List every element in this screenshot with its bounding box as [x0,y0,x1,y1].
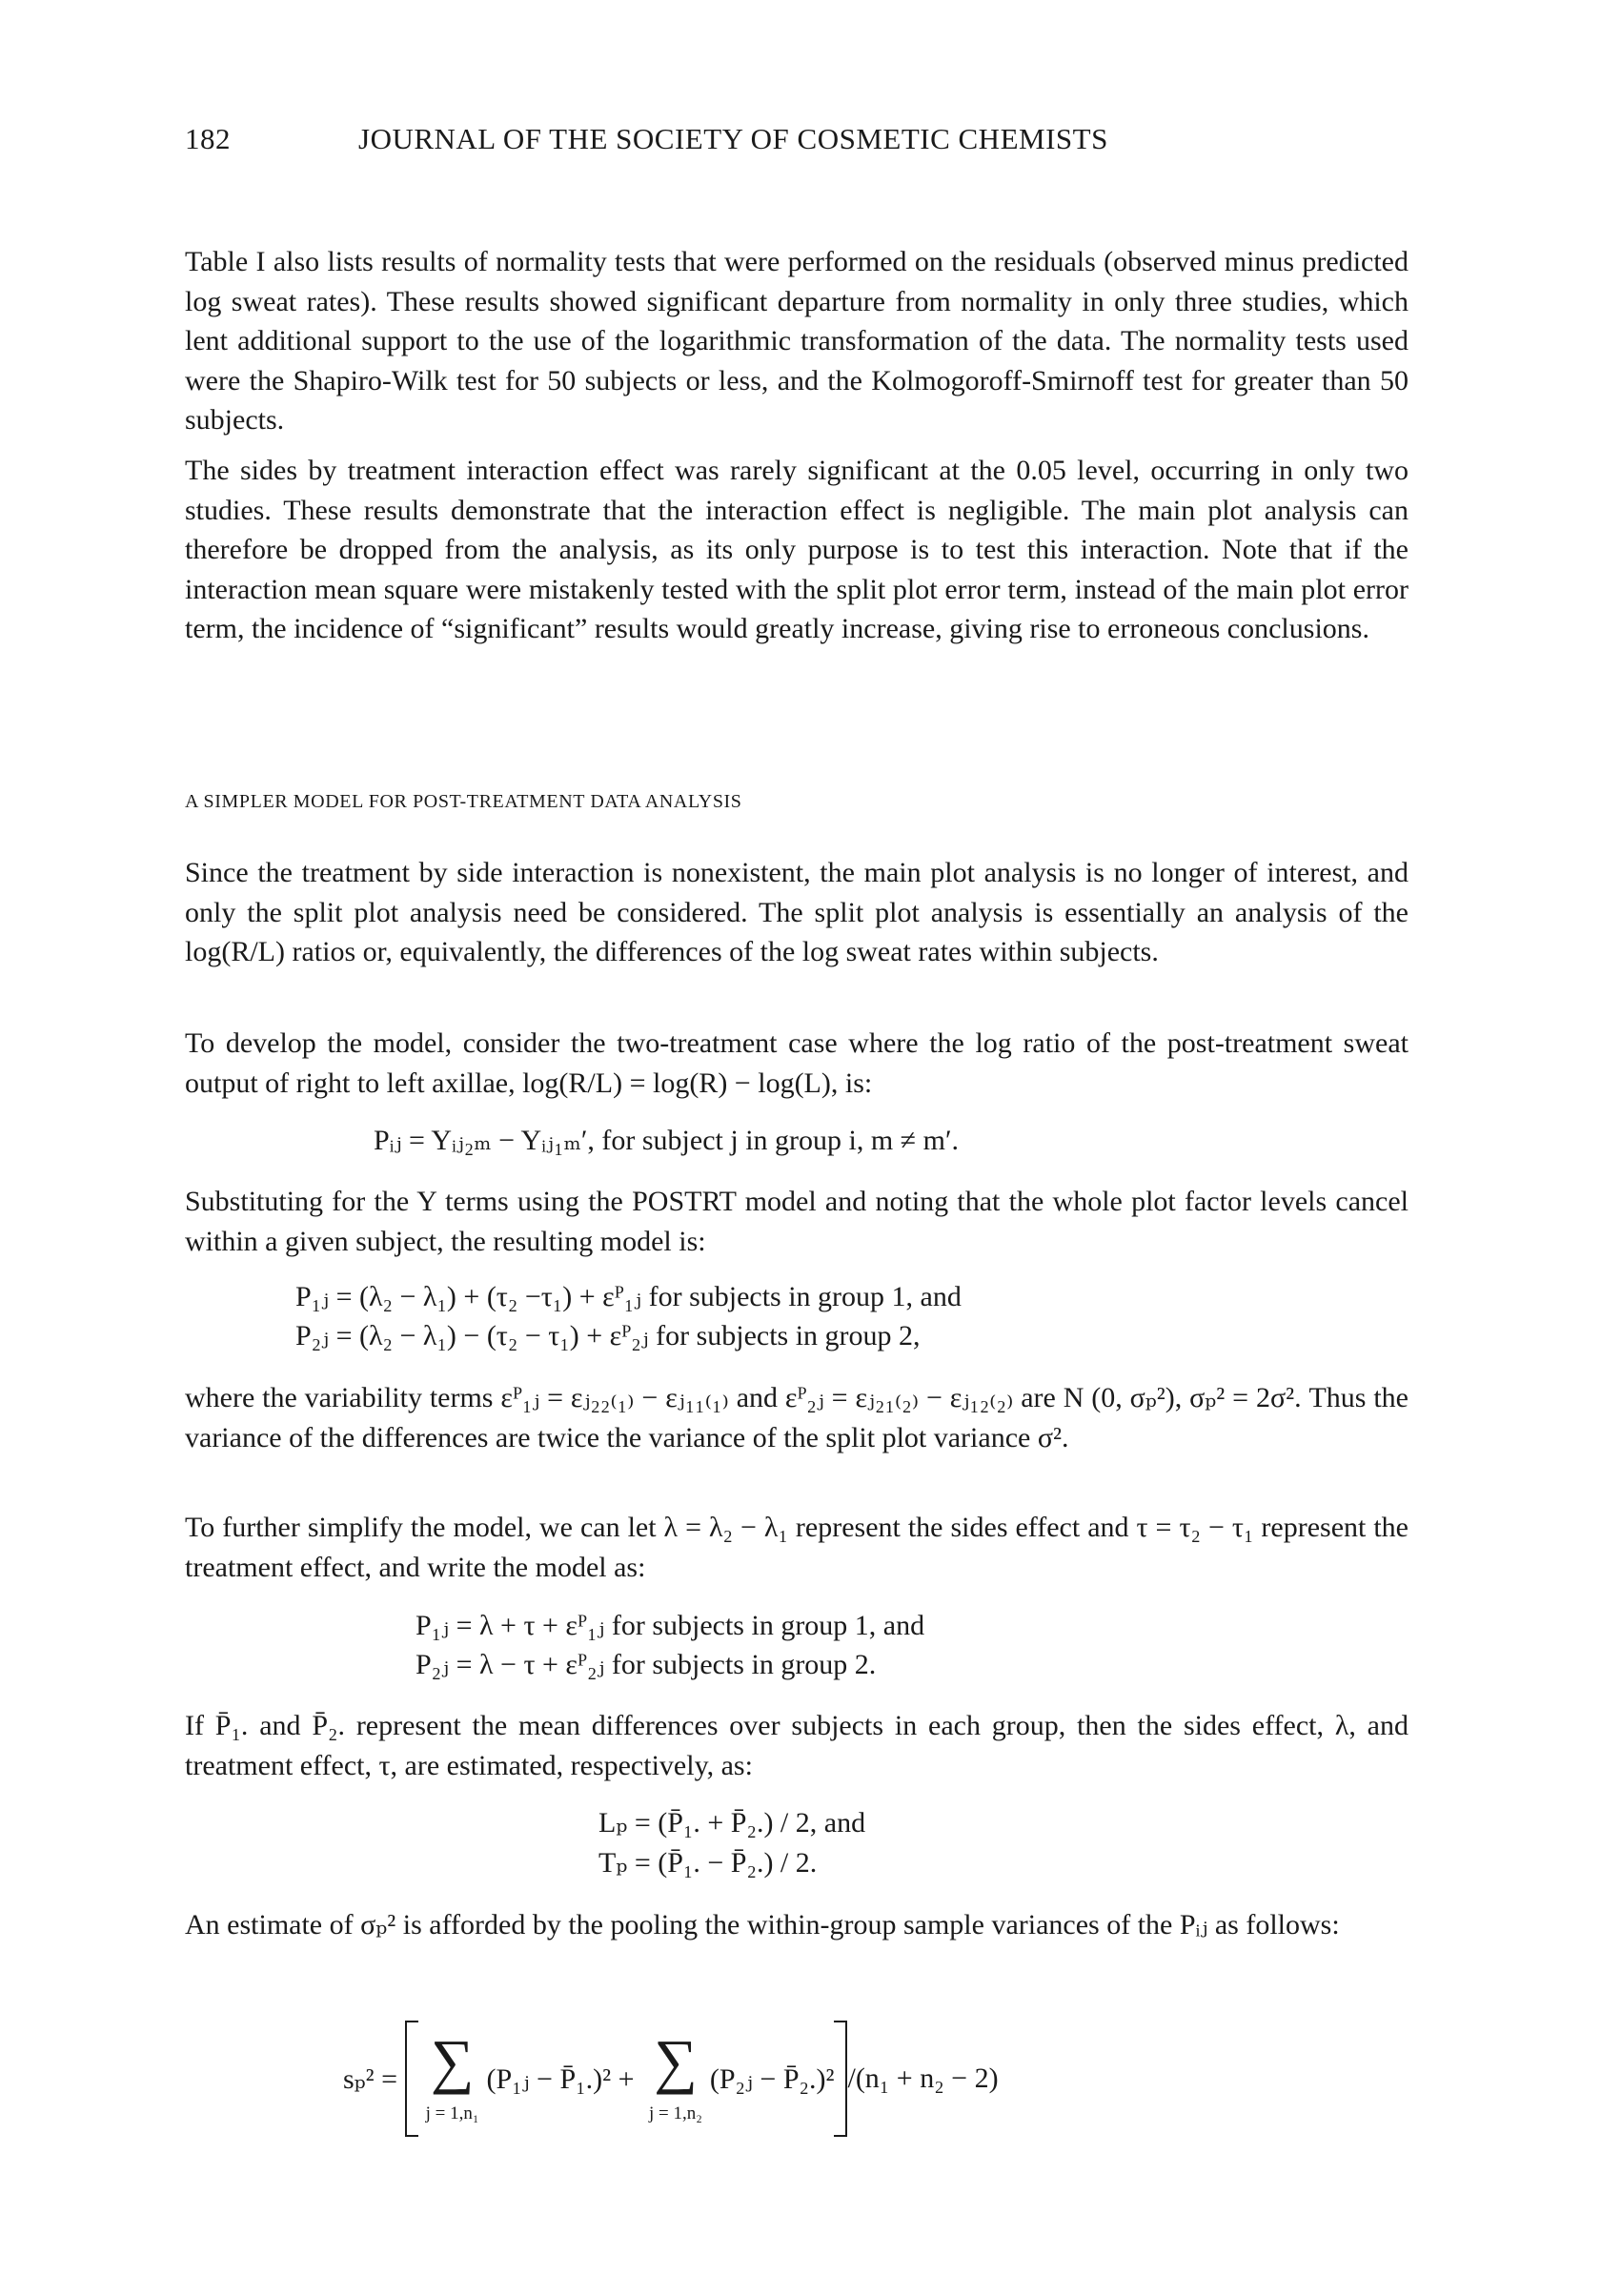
paragraph-estimate: An estimate of σₚ² is afforded by the pooling the within-group sample variances of the Pᵢⱼ as follows: [185,1909,1340,1940]
equation-lp: Lₚ = (P̄₁. + P̄₂.) / 2, and [598,1807,866,1839]
equation-simple-group1: P₁ⱼ = λ + τ + εᴾ₁ⱼ for subjects in group 1, and [415,1610,925,1641]
left-bracket [405,2021,418,2137]
paragraph-variability: where the variability terms εᴾ₁ⱼ = εⱼ₂₂₍₁₎ − εⱼ₁₁₍₁₎ and εᴾ₂ⱼ = εⱼ₂₁₍₂₎ − εⱼ₁₂₍₂₎ are N (0, σₚ²), σₚ² = 2σ². Thus the variance of the differences are twice the variance of the split plot variance σ². [185,1382,1408,1453]
paragraph-develop-model: To develop the model, consider the two-treatment case where the log ratio of the post-treatment sweat output of right to left axillae, log(R/L) = log(R) − log(L), is: [185,1027,1408,1099]
sum-term: (P₂ⱼ − P̄₂.)² [709,2062,835,2095]
right-bracket [834,2021,847,2137]
sigma-symbol: ∑ [654,2027,698,2095]
journal-title: JOURNAL OF THE SOCIETY OF COSMETIC CHEMISTS [358,122,1108,155]
paragraph-mean-differences: If P̄₁. and P̄₂. represent the mean differences over subjects in each group, then the sides effect, λ, and treatment effect, τ, are estimated, respectively, as: [185,1710,1408,1781]
equation-denominator: /(n₁ + n₂ − 2) [847,2062,999,2094]
paragraph-normality-tests: Table I also lists results of normality tests that were performed on the residuals (observed minus predicted log sweat rates). These results showed significant departure from normality in only three studies, which lent additional support to the use of the logarithmic transformation of the data. The normality tests used were the Shapiro-Wilk test for 50 subjects or less, and the Kolmogoroff-Smirnoff test for greater than 50 subjects. [185,246,1408,436]
equation-lhs: sₚ² = [343,2062,405,2095]
sum-limit: j = 1,n₁ [425,2103,479,2123]
paragraph-interaction-effect: The sides by treatment interaction effect was rarely significant at the 0.05 level, occurring in only two studies. These results demonstrate that the interaction effect is negligible. The main plot analysis can therefore be dropped from the analysis, as its only purpose is to test this interaction. Note that if the interaction mean square were mistakenly tested with the split plot error term, instead of the main plot error term, the incidence of “significant” results would greatly increase, giving rise to erroneous conclusions. [185,455,1408,644]
sigma-symbol: ∑ [430,2027,475,2095]
equation-tp: Tₚ = (P̄₁. − P̄₂.) / 2. [598,1847,818,1879]
paragraph-simplify: To further simplify the model, we can let λ = λ₂ − λ₁ represent the sides effect and τ = τ₂ − τ₁ represent the treatment effect, and write the model as: [185,1512,1408,1583]
equation-group2: P₂ⱼ = (λ₂ − λ₁) − (τ₂ − τ₁) + εᴾ₂ⱼ for subjects in group 2, [295,1320,921,1351]
paragraph-substituting: Substituting for the Y terms using the POSTRT model and noting that the whole plot factor levels cancel within a given subject, the resulting model is: [185,1186,1408,1257]
equation-pij: Pᵢⱼ = Yᵢⱼ₂ₘ − Yᵢⱼ₁ₘ′, for subject j in group i, m ≠ m′. [374,1125,960,1156]
sum-group1 [425,2027,479,2124]
sum-group2 [649,2027,702,2124]
equation-pooled-variance [343,2021,999,2137]
page-number: 182 [185,122,231,155]
paragraph-simpler-model: Since the treatment by side interaction is nonexistent, the main plot analysis is no longer of interest, and only the split plot analysis need be considered. The split plot analysis is essentially an analysis of the log(R/L) ratios or, equivalently, the differences of the log sweat rates within subjects. [185,857,1408,967]
section-heading: A SIMPLER MODEL FOR POST-TREATMENT DATA ANALYSIS [185,791,742,812]
equation-simple-group2: P₂ⱼ = λ − τ + εᴾ₂ⱼ for subjects in group 2. [415,1649,877,1680]
sum-limit: j = 1,n₂ [649,2103,702,2123]
equation-group1: P₁ⱼ = (λ₂ − λ₁) + (τ₂ −τ₁) + εᴾ₁ⱼ for subjects in group 1, and [295,1281,962,1312]
sum-term: (P₁ⱼ − P̄₁.)² + [486,2062,641,2095]
